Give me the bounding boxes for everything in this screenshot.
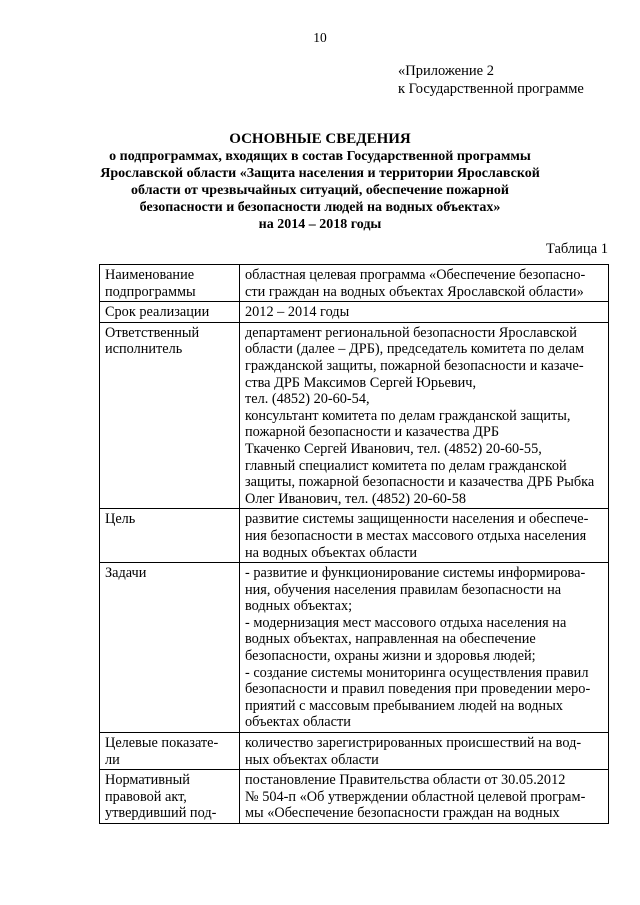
annex-note [398,62,584,98]
row-value-line: № 504-п «Об утверждении областной целевой програм- [245,788,586,805]
row-value-line: департамент региональной безопасности Ярославской [245,324,577,341]
subprogram-info-table [99,264,609,824]
table-row [100,770,609,824]
row-label-cell [100,563,240,733]
row-value-line: постановление Правительства области от 30.05.2012 [245,772,566,789]
heading-line: Ярославской области «Защита населения и территории Ярославской [100,166,540,181]
row-label-cell [100,770,240,824]
row-label-line: Цель [105,511,136,528]
row-value-line: гражданской защиты, пожарной безопасности и казаче- [245,357,584,374]
row-value-cell [240,770,609,824]
row-value-line: водных объектах, направленная на обеспечение [245,631,536,648]
row-label-cell [100,322,240,509]
row-value-line: - развитие и функционирование системы информирова- [245,565,586,582]
annex-line: «Приложение 2 [398,63,494,79]
row-value-line: приятий с массовым пребыванием людей на водных [245,697,563,714]
table-row [100,509,609,563]
row-value-line: консультант комитета по делам гражданской защиты, [245,407,571,424]
row-value-line: - модернизация мест массового отдыха населения на [245,614,567,631]
row-value-cell [240,509,609,563]
row-label-line: Ответственный [105,324,200,341]
row-label-line: подпрограммы [105,283,196,300]
row-value-line: ства ДРБ Максимов Сергей Юрьевич, [245,374,477,391]
row-value-line: сти граждан на водных объектах Ярославской области» [245,283,584,300]
table-row [100,302,609,323]
row-value-cell [240,302,609,323]
row-value-line: 2012 – 2014 годы [245,304,350,321]
row-value-cell [240,563,609,733]
row-label-cell [100,302,240,323]
row-value-line: ных объектах области [245,751,379,768]
row-label-line: исполнитель [105,341,183,358]
row-label-line: утвердивший под- [105,805,217,822]
row-value-line: областная целевая программа «Обеспечение безопасно- [245,267,586,283]
row-label-cell [100,265,240,302]
row-value-line: ния, обучения населения правилам безопасности на [245,581,562,598]
row-value-line: безопасности, охраны жизни и здоровья людей; [245,648,536,665]
row-value-line: области (далее – ДРБ), председатель комитета по делам [245,341,585,358]
page-number: 10 [313,30,327,45]
row-label-line: Задачи [105,565,147,582]
row-label-line: Наименование [105,267,195,283]
row-label-cell [100,509,240,563]
row-value-line: ния безопасности в местах массового отдыха населения [245,527,587,544]
table-row [100,563,609,733]
row-label-line: ли [105,751,120,768]
row-value-line: мы «Обеспечение безопасности граждан на водных [245,805,560,822]
row-value-line: развитие системы защищенности населения и обеспече- [245,511,589,528]
row-value-line: безопасности и правил поведения при проведении меро- [245,681,591,698]
row-value-line: - создание системы мониторинга осуществления правил [245,664,589,681]
row-value-line: водных объектах; [245,598,353,615]
row-value-cell [240,322,609,509]
heading-line: о подпрограммах, входящих в состав Государственной программы [109,149,531,164]
table-row [100,733,609,770]
document-heading [0,131,640,233]
row-value-line: главный специалист комитета по делам гражданской [245,457,567,474]
heading-line: на 2014 – 2018 годы [258,217,382,232]
row-value-line: пожарной безопасности и казачества ДРБ [245,424,500,441]
row-label-cell [100,733,240,770]
row-label-line: Нормативный [105,772,190,789]
table-row [100,265,609,302]
heading-title: ОСНОВНЫЕ СВЕДЕНИЯ [229,131,411,147]
row-value-line: защиты, пожарной безопасности и казачества ДРБ Рыбка [245,474,595,491]
table-row [100,322,609,509]
row-value-cell [240,265,609,302]
row-label-line: Целевые показате- [105,735,219,752]
heading-line: безопасности и безопасности людей на водных объектах» [139,200,501,215]
row-value-line: тел. (4852) 20-60-54, [245,391,370,408]
row-value-line: Олег Иванович, тел. (4852) 20-60-58 [245,490,466,507]
row-label-line: правовой акт, [105,788,187,805]
heading-line: области от чрезвычайных ситуаций, обеспечение пожарной [131,183,509,198]
row-label-line: Срок реализации [105,304,210,321]
row-value-line: на водных объектах области [245,544,418,561]
row-value-line: объектах области [245,714,351,731]
table-label: Таблица 1 [545,241,608,257]
row-value-line: Ткаченко Сергей Иванович, тел. (4852) 20-60-55, [245,440,542,457]
row-value-cell [240,733,609,770]
row-value-line: количество зарегистрированных происшествий на вод- [245,735,582,752]
annex-line: к Государственной программе [398,81,584,97]
